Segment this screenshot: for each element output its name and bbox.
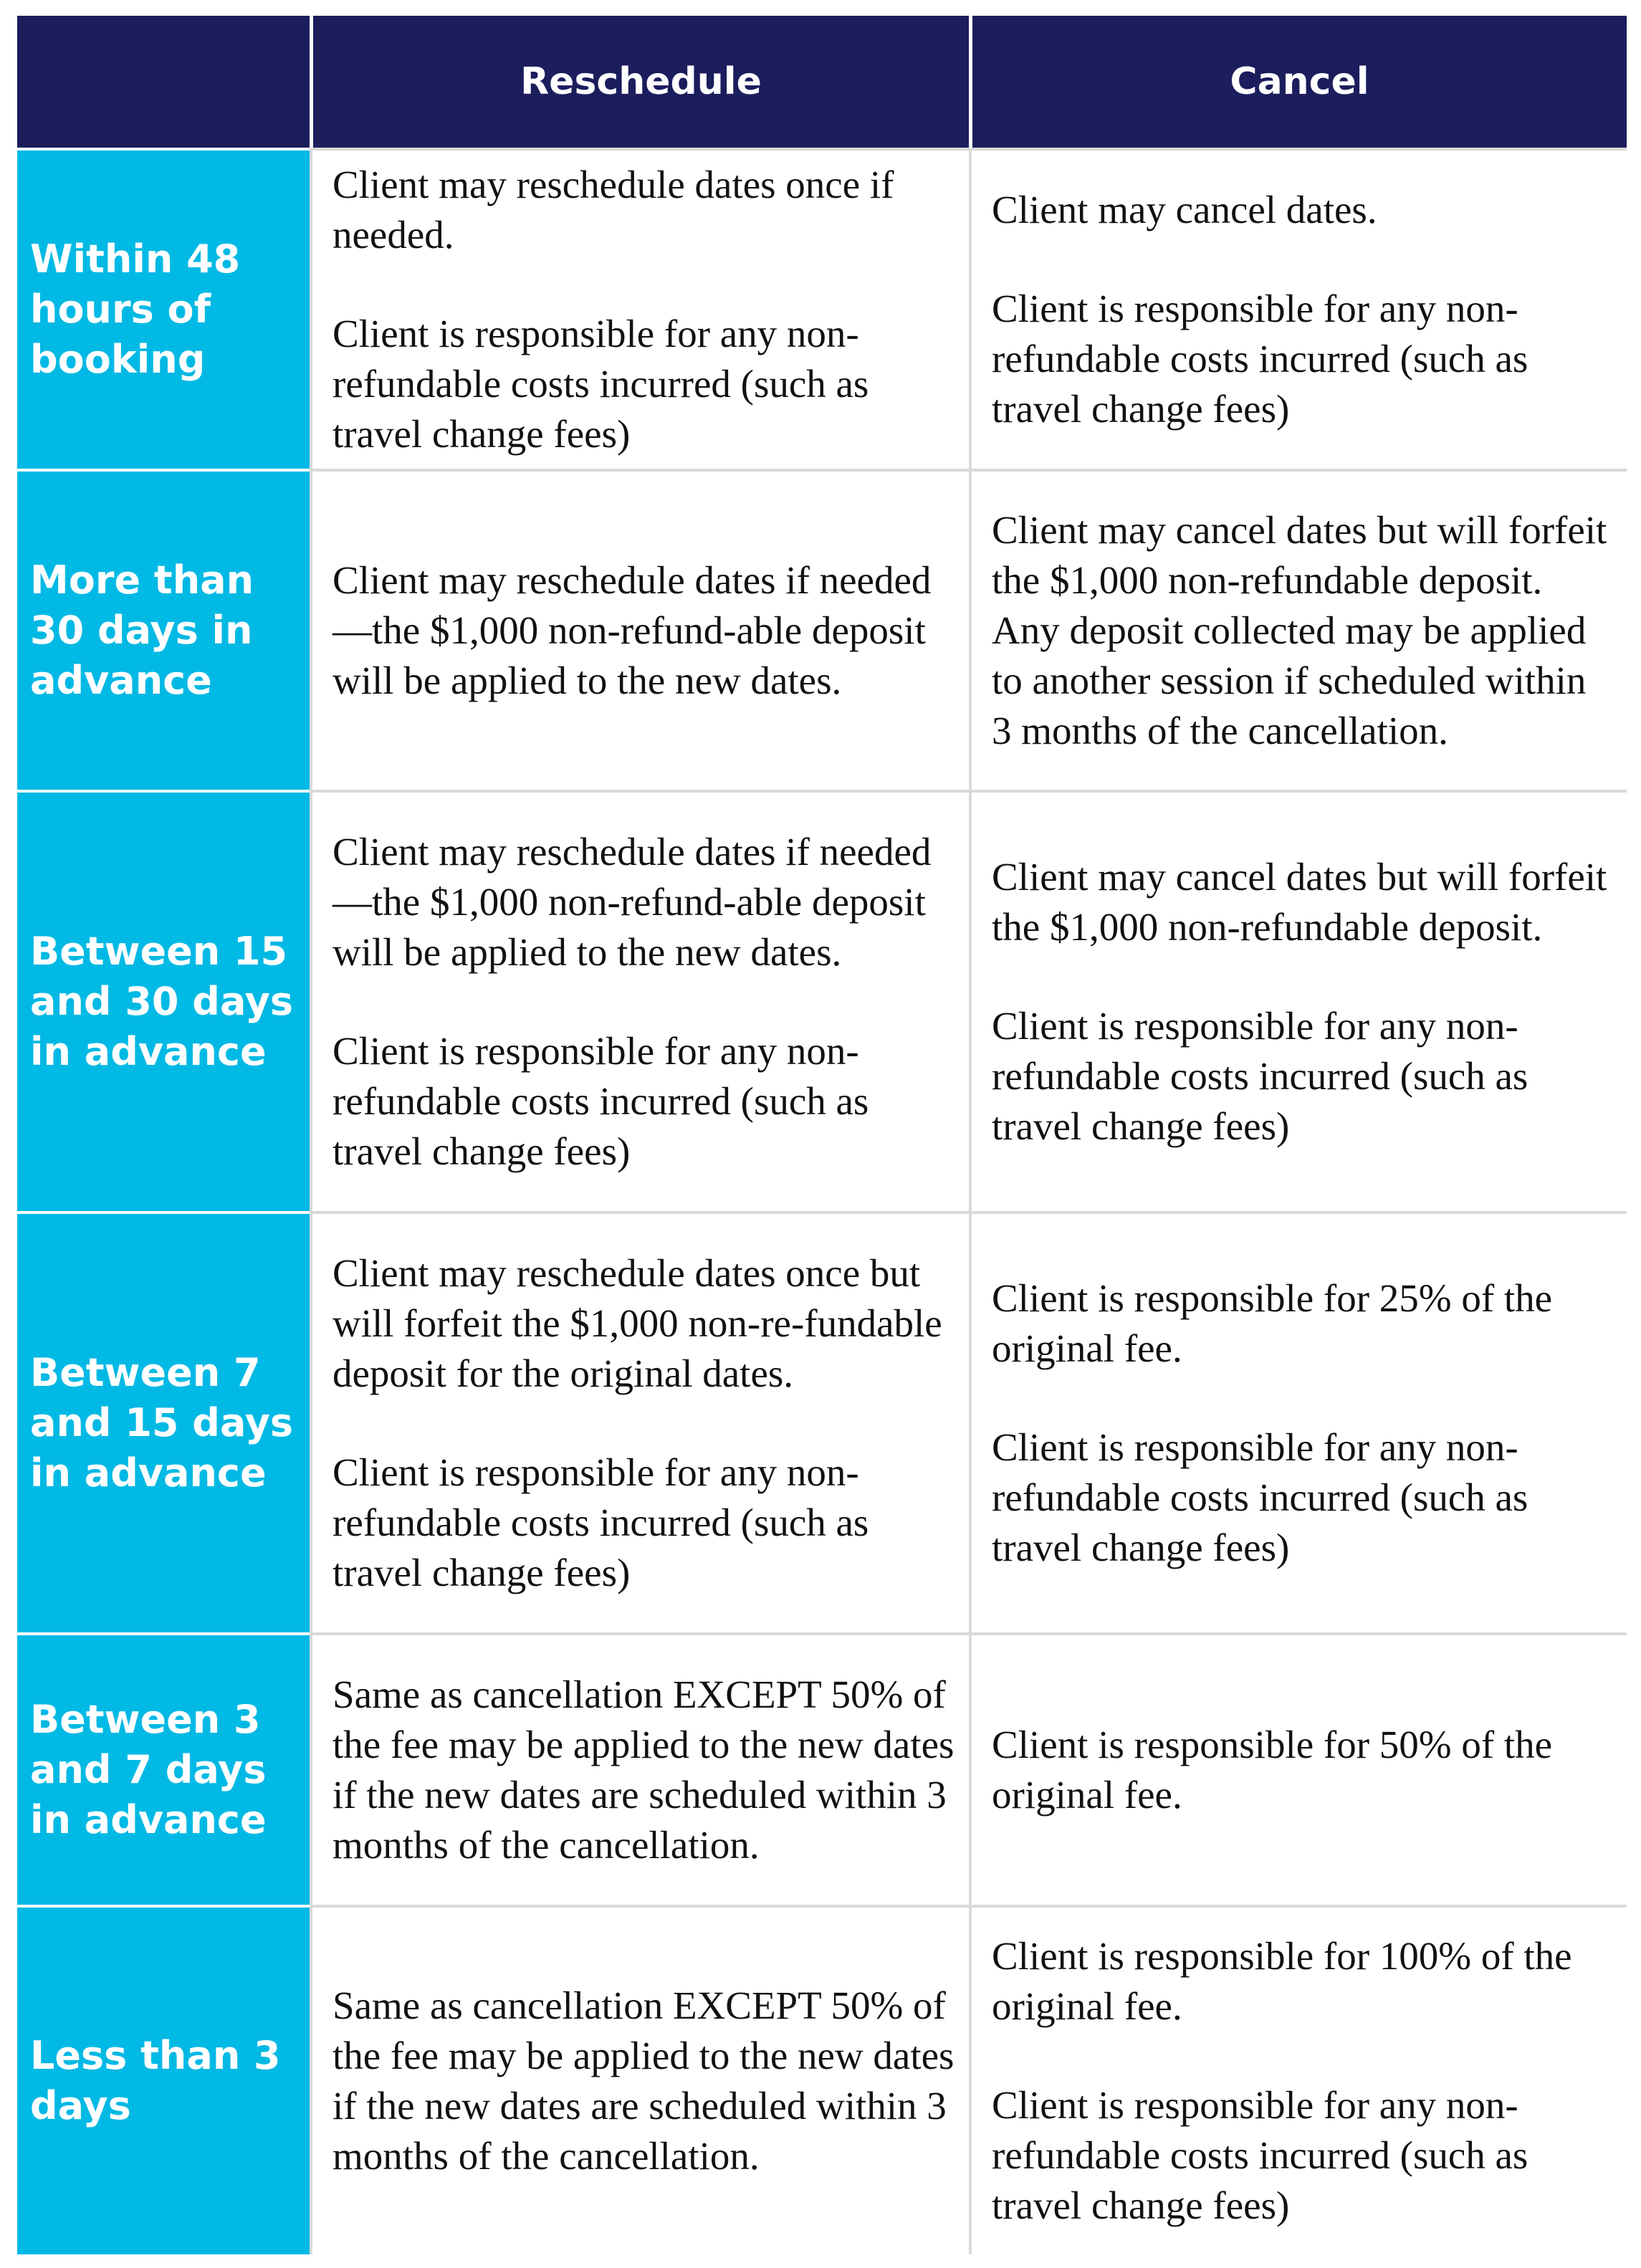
header-reschedule: Reschedule	[310, 16, 969, 148]
cancel-text: Client is responsible for any non-refundable costs incurred (such as travel change fees)	[992, 287, 1528, 431]
reschedule-text: Same as cancellation EXCEPT 50% of the fee may be applied to the new dates if the new dates are scheduled within 3 months of the cancellation.	[332, 1673, 955, 1867]
reschedule-text: Client may reschedule dates if needed—the $1,000 non-refund-able deposit will be applied to the new dates.	[332, 830, 932, 974]
cancel-cell	[969, 1211, 1627, 1632]
header-corner	[17, 16, 310, 148]
reschedule-cell	[310, 790, 969, 1211]
reschedule-text: Same as cancellation EXCEPT 50% of the fee may be applied to the new dates if the new dates are scheduled within 3 months of the cancellation.	[332, 1984, 955, 2178]
policy-table	[17, 16, 1627, 2254]
reschedule-text: Client is responsible for any non-refundable costs incurred (such as travel change fees)	[332, 1450, 869, 1594]
reschedule-text: Client is responsible for any non-refundable costs incurred (such as travel change fees)	[332, 312, 869, 456]
table-row	[17, 148, 1627, 469]
cancel-text: Client may cancel dates but will forfeit the $1,000 non-refundable deposit.	[992, 855, 1607, 949]
cancel-text: Client is responsible for 50% of the original fee.	[992, 1723, 1553, 1817]
table-row	[17, 1211, 1627, 1632]
cancel-cell	[969, 1905, 1627, 2254]
table-header	[17, 16, 1627, 148]
cancel-text: Client is responsible for any non-refundable costs incurred (such as travel change fees)	[992, 2083, 1528, 2227]
reschedule-cell	[310, 1211, 969, 1632]
cancel-text: Client is responsible for 100% of the original fee.	[992, 1934, 1572, 2028]
table-row	[17, 1632, 1627, 1905]
reschedule-text: Client may reschedule dates if needed—the $1,000 non-refund-able deposit will be applied to the new dates.	[332, 558, 932, 702]
cancel-text: Client is responsible for any non-refundable costs incurred (such as travel change fees)	[992, 1004, 1528, 1148]
cancel-cell	[969, 469, 1627, 790]
row-label: Between 15 and 30 days in advance	[17, 790, 310, 1211]
reschedule-cell	[310, 1632, 969, 1905]
reschedule-text: Client may reschedule dates once but will forfeit the $1,000 non-re-fundable deposit for the original dates.	[332, 1251, 942, 1395]
header-row	[17, 16, 1627, 148]
row-label: More than 30 days in advance	[17, 469, 310, 790]
reschedule-text: Client is responsible for any non-refundable costs incurred (such as travel change fees)	[332, 1029, 869, 1173]
cancel-text: Client may cancel dates.	[992, 188, 1377, 231]
table-body	[17, 148, 1627, 2254]
reschedule-text: Client may reschedule dates once if needed.	[332, 163, 894, 257]
row-label: Less than 3 days	[17, 1905, 310, 2254]
reschedule-cell	[310, 1905, 969, 2254]
cancel-cell	[969, 148, 1627, 469]
header-cancel: Cancel	[969, 16, 1627, 148]
cancel-text: Client may cancel dates but will forfeit the $1,000 non-refundable deposit. Any deposit collected may be applied to another session if scheduled within 3 months of the cancellation.	[992, 508, 1607, 752]
row-label: Between 3 and 7 days in advance	[17, 1632, 310, 1905]
reschedule-cell	[310, 469, 969, 790]
cancel-text: Client is responsible for any non-refundable costs incurred (such as travel change fees)	[992, 1425, 1528, 1569]
table-row	[17, 1905, 1627, 2254]
row-label: Within 48 hours of booking	[17, 148, 310, 469]
table-row	[17, 790, 1627, 1211]
cancel-text: Client is responsible for 25% of the original fee.	[992, 1276, 1553, 1370]
reschedule-cell	[310, 148, 969, 469]
row-label: Between 7 and 15 days in advance	[17, 1211, 310, 1632]
cancel-cell	[969, 1632, 1627, 1905]
table-row	[17, 469, 1627, 790]
cancel-cell	[969, 790, 1627, 1211]
